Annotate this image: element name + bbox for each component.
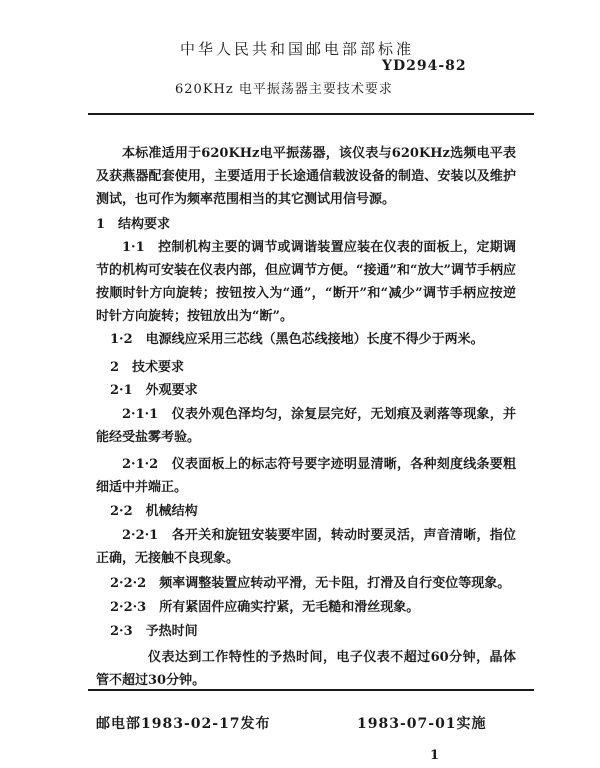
intro-paragraph: 本标准适用于620KHz电平振荡器，该仪表与620KHz选频电平表及获燕器配套使用，主要适用于长途通信载波设备的制造、安装以及维护测试，也可作为频率范围相当的其它测试用信号源。 (96, 146, 516, 207)
effective-date: 1983-07-01实施 (357, 716, 487, 732)
standard-number: YD294-82 (382, 58, 467, 74)
section-1-heading: 1 结构要求 (96, 217, 171, 232)
issuing-authority: 中华人民共和国邮电部部标准 (180, 40, 415, 58)
section-1-1: 1·1 控制机构主要的调节或调谐装置应装在仪表的面板上，定期调节的机构可安装在仪表内部，但应调节方便。“接通”和“放大”调节手柄应按顺时针方向旋转；按钮按入为“通”，“断开”和“减少”调节手柄应按逆时针方向旋转；按钮放出为“断”。 (96, 240, 516, 324)
section-2-3-heading: 2·3 予热时间 (110, 624, 198, 639)
page-number: 1 (430, 748, 440, 763)
section-2-1-2: 2·1·2 仪表面板上的标志符号要字迹明显清晰，各种刻度线条要粗细适中并端正。 (96, 457, 516, 495)
section-2-1-heading: 2·1 外观要求 (110, 383, 198, 398)
issue-date: 邮电部1983-02-17发布 (96, 716, 271, 732)
document-title: 620KHz 电平振荡器主要技术要求 (175, 82, 393, 97)
section-2-2-1: 2·2·1 各开关和旋钮安装要牢固，转动时要灵活，声音清晰，指位正确，无接触不良现象。 (96, 528, 516, 566)
section-2-heading: 2 技术要求 (110, 360, 185, 375)
section-2-2-heading: 2·2 机械结构 (110, 504, 198, 519)
bottom-divider (88, 689, 534, 691)
section-1-2: 1·2 电源线应采用三芯线（黑色芯线接地）长度不得少于两米。 (110, 332, 484, 347)
section-2-1-1: 2·1·1 仪表外观色泽均匀，涂复层完好，无划痕及剥落等现象，并能经受盐雾考验。 (96, 407, 516, 445)
section-2-2-2: 2·2·2 频率调整装置应转动平滑，无卡阻，打滑及自行变位等现象。 (110, 576, 511, 591)
section-2-2-3: 2·2·3 所有紧固件应确实拧紧，无毛糙和滑丝现象。 (110, 600, 420, 615)
section-2-3-text: 仪表达到工作特性的予热时间，电子仪表不超过60分钟，晶体管不超过30分钟。 (96, 650, 516, 688)
top-divider (88, 113, 534, 115)
